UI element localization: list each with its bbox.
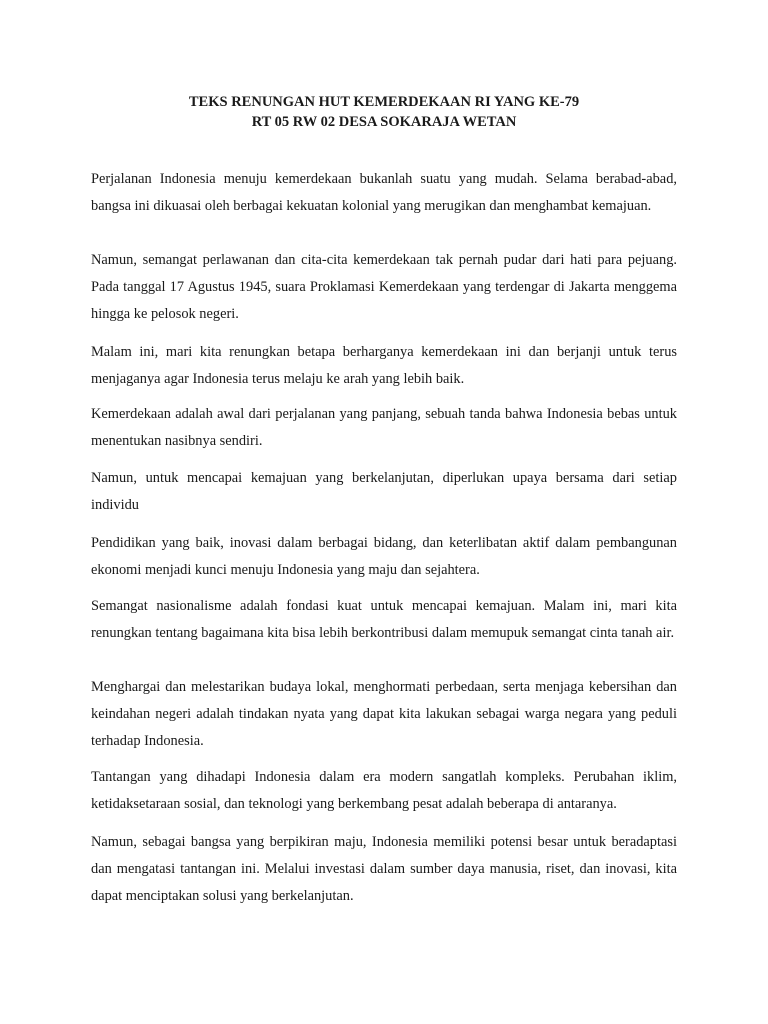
document-title <box>0 92 768 132</box>
title-line-1: TEKS RENUNGAN HUT KEMERDEKAAN RI YANG KE-79 <box>188 94 580 110</box>
paragraph-4: Kemerdekaan adalah awal dari perjalanan yang panjang, sebuah tanda bahwa Indonesia bebas untuk menentukan nasibnya sendiri. <box>91 406 677 449</box>
paragraph-2: Namun, semangat perlawanan dan cita-cita kemerdekaan tak pernah pudar dari hati para pejuang. Pada tanggal 17 Agustus 1945, suara Proklamasi Kemerdekaan yang terdengar di Jakarta menggema hingga ke pelosok negeri. <box>91 252 677 322</box>
paragraph-5: Namun, untuk mencapai kemajuan yang berkelanjutan, diperlukan upaya bersama dari setiap individu <box>91 470 677 513</box>
title-line-2: RT 05 RW 02 DESA SOKARAJA WETAN <box>251 114 517 130</box>
paragraph-1: Perjalanan Indonesia menuju kemerdekaan bukanlah suatu yang mudah. Selama berabad-abad, bangsa ini dikuasai oleh berbagai kekuatan kolonial yang merugikan dan menghambat kemajuan. <box>91 171 677 214</box>
paragraph-8: Menghargai dan melestarikan budaya lokal, menghormati perbedaan, serta menjaga kebersihan dan keindahan negeri adalah tindakan nyata yang dapat kita lakukan sebagai warga negara yang peduli terhadap Indonesia. <box>91 679 677 749</box>
paragraph-3: Malam ini, mari kita renungkan betapa berharganya kemerdekaan ini dan berjanji untuk terus menjaganya agar Indonesia terus melaju ke arah yang lebih baik. <box>91 344 677 387</box>
paragraph-9: Tantangan yang dihadapi Indonesia dalam era modern sangatlah kompleks. Perubahan iklim, ketidaksetaraan sosial, dan teknologi yang berkembang pesat adalah beberapa di antaranya. <box>91 769 677 812</box>
paragraph-6: Pendidikan yang baik, inovasi dalam berbagai bidang, dan keterlibatan aktif dalam pembangunan ekonomi menjadi kunci menuju Indonesia yang maju dan sejahtera. <box>91 535 677 578</box>
paragraph-7: Semangat nasionalisme adalah fondasi kuat untuk mencapai kemajuan. Malam ini, mari kita renungkan tentang bagaimana kita bisa lebih berkontribusi dalam memupuk semangat cinta tanah air. <box>91 598 677 641</box>
paragraph-10: Namun, sebagai bangsa yang berpikiran maju, Indonesia memiliki potensi besar untuk beradaptasi dan mengatasi tantangan ini. Melalui investasi dalam sumber daya manusia, riset, dan inovasi, kita dapat menciptakan solusi yang berkelanjutan. <box>91 834 677 904</box>
